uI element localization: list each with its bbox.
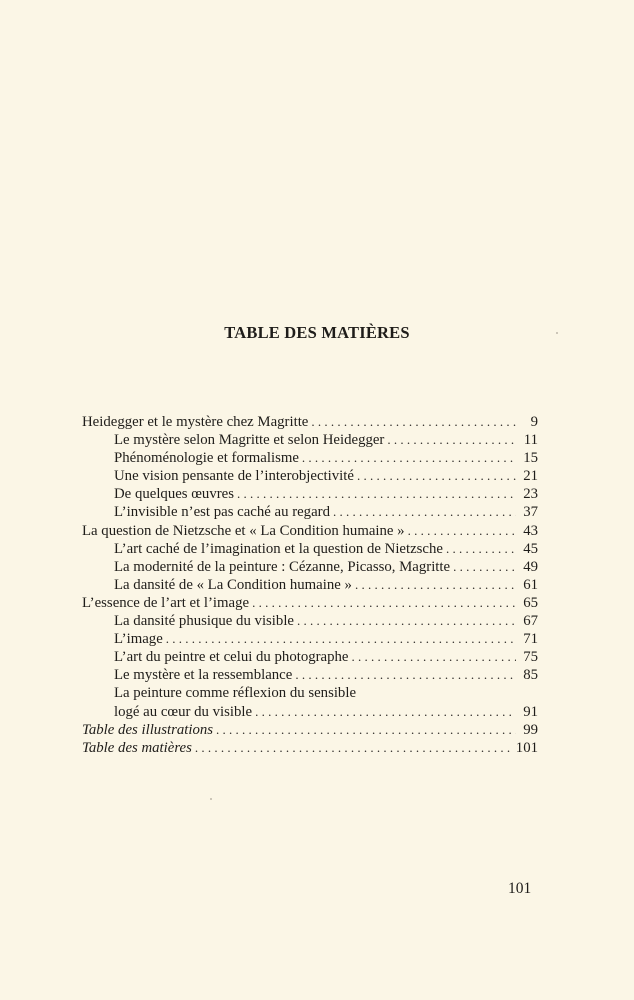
dot-leader [237,485,516,503]
toc-entry-title: La dansité phusique du visible [114,613,294,630]
toc-entry-page: 85 [523,667,538,684]
toc-entry-page: 49 [523,558,538,575]
dot-leader [357,467,516,485]
toc-entry-page: 45 [523,540,538,557]
paper-speck [556,332,558,334]
dot-leader [355,576,516,594]
toc-entry-title: La modernité de la peinture : Cézanne, Picasso, Magritte [114,558,451,575]
toc-entry-title: Table des illustrations [82,721,214,738]
dot-leader [297,612,516,630]
toc-entry [82,558,538,576]
toc-entry [82,666,538,684]
toc-entry [82,431,538,449]
dot-leader [351,648,516,666]
paper-speck [210,798,212,800]
dot-leader [311,413,516,431]
dot-leader [252,594,516,612]
page-number: 101 [508,880,532,897]
toc-entry-title: logé au cœur du visible [114,703,253,720]
toc-entry-page: 65 [523,594,538,611]
toc-entry-title: Table des matières [82,739,192,756]
toc-entry-title: Le mystère et la ressemblance [114,667,293,684]
toc-entry [82,449,538,467]
toc-entry-page: 21 [523,468,538,485]
toc-entry-title: La dansité de « La Condition humaine » [114,576,352,593]
toc-entry [82,485,538,503]
dot-leader [453,558,516,576]
toc-entry-title: La question de Nietzsche et « La Condition humaine » [82,522,405,539]
toc-entry [82,576,538,594]
toc-entry [82,721,538,739]
toc-entry-page: 23 [523,486,538,503]
toc-entry-title: Heidegger et le mystère chez Magritte [82,414,309,430]
toc-entry-title: L’image [114,631,163,648]
toc-entry-title: Phénoménologie et formalisme [114,450,299,467]
toc-entry-page: 15 [523,450,538,467]
dot-leader [408,522,516,540]
dot-leader [302,449,516,467]
dot-leader [166,630,516,648]
toc-entry-page: 61 [523,576,538,593]
dot-leader [446,540,516,558]
toc-entry-title: La peinture comme réflexion du sensible [114,685,357,702]
dot-leader [195,739,512,757]
toc-entry [82,540,538,558]
toc-entry-title: L’art du peintre et celui du photographe [114,649,349,666]
page-title: TABLE DES MATIÈRES [224,323,410,342]
toc-entry-title: Une vision pensante de l’interobjectivité [114,468,354,485]
toc-entry [82,467,538,485]
toc-entry-page: 11 [523,432,538,449]
toc-entry-title: De quelques œuvres [114,486,234,503]
toc-entry [82,413,538,431]
toc-entry-title: L’art caché de l’imagination et la question de Nietzsche [114,540,443,557]
toc-entry-page: 37 [523,504,538,521]
toc-entry [82,648,538,666]
toc-entry-page: 43 [523,522,538,539]
toc-entry [82,503,538,521]
dot-leader [333,503,516,521]
toc-entry [82,703,538,721]
toc-entry-page: 75 [523,649,538,666]
dot-leader [216,721,516,739]
toc-entry [82,594,538,612]
table-of-contents [82,413,538,757]
toc-entry [82,630,538,648]
toc-entry-title: L’invisible n’est pas caché au regard [114,504,330,521]
toc-entry-page: 101 [515,739,538,756]
toc-entry [82,612,538,630]
toc-entry-page: 99 [523,721,538,738]
toc-entry-page: 67 [523,613,538,630]
toc-entry-title: L’essence de l’art et l’image [82,594,250,611]
dot-leader [387,431,516,449]
toc-entry-page: 9 [530,414,538,430]
dot-leader [255,703,516,721]
toc-entry [82,522,538,540]
dot-leader [295,666,516,684]
toc-entry-page: 71 [523,631,538,648]
toc-entry [82,739,538,757]
toc-entry [82,684,538,702]
toc-entry-title: Le mystère selon Magritte et selon Heidegger [114,432,385,449]
toc-entry-page: 91 [523,703,538,720]
